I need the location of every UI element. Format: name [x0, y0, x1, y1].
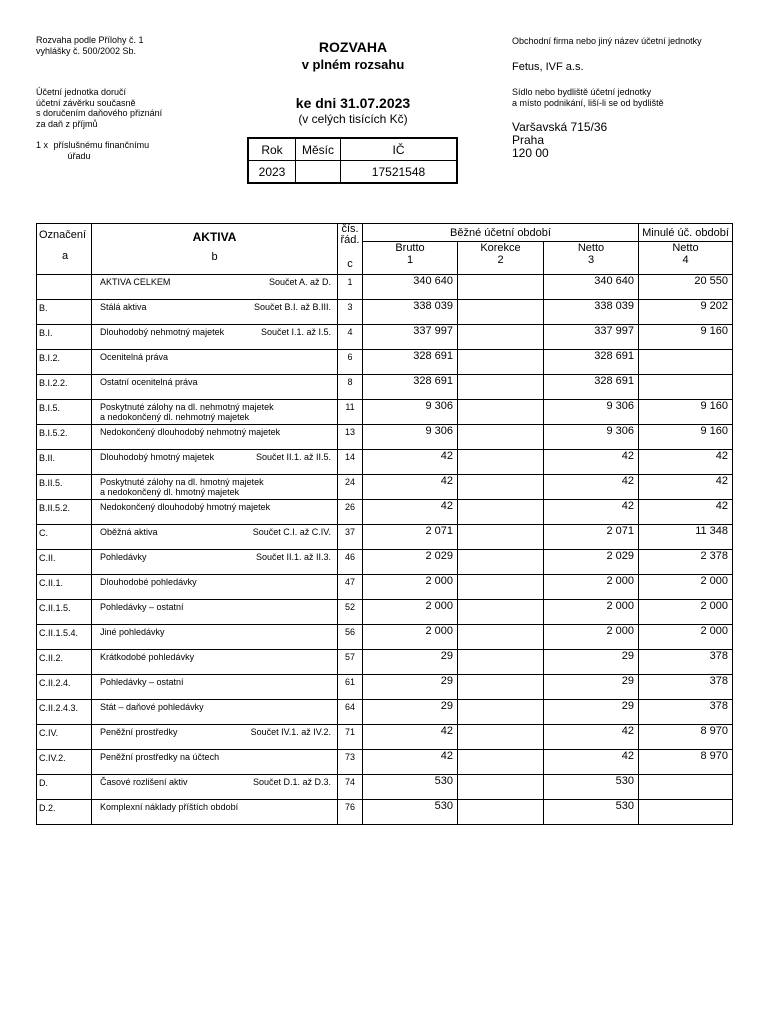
row-code: C.IV.: [37, 725, 92, 750]
address-city: Praha: [512, 133, 545, 147]
row-name: Komplexní náklady příštích období: [100, 802, 239, 812]
row-code: C.II.: [37, 550, 92, 575]
row-korekce: [458, 400, 544, 425]
row-sum-formula: Součet C.I. až C.IV.: [252, 527, 331, 537]
rok-value: 2023: [248, 161, 296, 184]
header-c: c: [347, 258, 353, 270]
row-korekce: [458, 350, 544, 375]
header-oznaceni-cell: [37, 224, 92, 275]
row-name-cell: [92, 400, 338, 425]
row-name-cell: [92, 525, 338, 550]
row-code: C.: [37, 525, 92, 550]
row-brutto: 337 997: [363, 325, 458, 350]
row-code: C.II.2.4.3.: [37, 700, 92, 725]
row-netto: 9 306: [544, 425, 639, 450]
table-row: [37, 750, 733, 775]
header-minule: Minulé úč. období: [639, 224, 733, 242]
row-name-cell: [92, 750, 338, 775]
row-line-number: 46: [338, 550, 363, 575]
row-netto-prev: 42: [639, 475, 733, 500]
row-name-cell: [92, 650, 338, 675]
row-brutto: 2 000: [363, 625, 458, 650]
table-row: [37, 475, 733, 500]
header-korekce-cell: [458, 242, 544, 275]
row-line-number: 11: [338, 400, 363, 425]
row-netto: 42: [544, 475, 639, 500]
row-name: Dlouhodobé pohledávky: [100, 577, 197, 587]
table-row: [37, 400, 733, 425]
row-name-cell: [92, 550, 338, 575]
table-row: [37, 725, 733, 750]
table-row: [37, 450, 733, 475]
row-sum-formula: Součet D.1. až D.3.: [252, 777, 331, 787]
header-oznaceni: Označení: [39, 228, 87, 241]
row-korekce: [458, 575, 544, 600]
delivery-note: [36, 87, 162, 129]
row-name-cell: [92, 500, 338, 525]
row-brutto: 42: [363, 725, 458, 750]
table-row: [37, 675, 733, 700]
row-name: Poskytnuté zálohy na dl. hmotný majetek: [100, 477, 264, 487]
row-line-number: 73: [338, 750, 363, 775]
row-brutto: 2 000: [363, 575, 458, 600]
row-name-cell: [92, 325, 338, 350]
table-row: [37, 625, 733, 650]
row-netto-prev: 2 000: [639, 575, 733, 600]
row-netto-prev: [639, 350, 733, 375]
row-code: B.I.5.: [37, 400, 92, 425]
row-name-cell: [92, 275, 338, 300]
row-line-number: 64: [338, 700, 363, 725]
table-row: [37, 550, 733, 575]
header-a: a: [61, 249, 69, 262]
copy-recipient-1: příslušnému finančnímu: [53, 140, 150, 150]
row-korekce: [458, 450, 544, 475]
header-aktiva-cell: [92, 224, 338, 275]
mesic-value: [296, 161, 341, 184]
row-code: B.II.5.2.: [37, 500, 92, 525]
row-netto-prev: 9 202: [639, 300, 733, 325]
row-brutto: 2 071: [363, 525, 458, 550]
row-korekce: [458, 600, 544, 625]
row-netto-prev: 378: [639, 700, 733, 725]
seat-label: [512, 87, 664, 108]
row-code: B.II.5.: [37, 475, 92, 500]
row-sum-formula: Součet B.I. až B.III.: [253, 302, 331, 312]
row-brutto: 42: [363, 500, 458, 525]
header-3: 3: [587, 254, 595, 266]
row-line-number: 61: [338, 675, 363, 700]
address-street: Varšavská 715/36: [512, 120, 608, 134]
row-code: B.I.: [37, 325, 92, 350]
units-note: (v celých tisících Kč): [298, 112, 408, 126]
header-cis-cell: [338, 224, 363, 275]
table-row: [37, 350, 733, 375]
row-netto-prev: 9 160: [639, 400, 733, 425]
row-brutto: 9 306: [363, 400, 458, 425]
header-aktiva: AKTIVA: [192, 229, 237, 244]
row-brutto: 328 691: [363, 375, 458, 400]
row-korekce: [458, 475, 544, 500]
header-rad: řád.: [340, 234, 360, 246]
law-line-2: vyhlášky č. 500/2002 Sb.: [36, 45, 137, 56]
row-code: B.: [37, 300, 92, 325]
row-brutto: 42: [363, 450, 458, 475]
row-brutto: 530: [363, 775, 458, 800]
header-4: 4: [682, 254, 689, 266]
row-name-cell: [92, 700, 338, 725]
rok-label: Rok: [248, 138, 296, 161]
row-korekce: [458, 750, 544, 775]
row-name-continued: a nedokončený dl. hmotný majetek: [100, 487, 240, 497]
row-name: Poskytnuté zálohy na dl. nehmotný majetek: [100, 402, 274, 412]
row-korekce: [458, 550, 544, 575]
table-row: [37, 800, 733, 825]
row-code: B.I.5.2.: [37, 425, 92, 450]
copy-count: 1 x: [36, 140, 49, 150]
row-code: C.II.2.4.: [37, 675, 92, 700]
row-sum-formula: Součet I.1. až I.5.: [260, 327, 331, 337]
row-name: Peněžní prostředky na účtech: [100, 752, 220, 762]
row-name: AKTIVA CELKEM: [100, 277, 171, 287]
row-netto-prev: [639, 775, 733, 800]
row-code: [37, 275, 92, 300]
row-name: Pohledávky – ostatní: [100, 602, 184, 612]
table-row: [37, 425, 733, 450]
row-line-number: 37: [338, 525, 363, 550]
copy-recipient-2: úřadu: [67, 150, 91, 161]
row-line-number: 76: [338, 800, 363, 825]
table-row: [37, 525, 733, 550]
delivery-note-line-1: Účetní jednotka doručí: [36, 87, 127, 97]
row-brutto: 328 691: [363, 350, 458, 375]
header-netto-cell: [544, 242, 639, 275]
row-line-number: 24: [338, 475, 363, 500]
row-brutto: 29: [363, 700, 458, 725]
row-netto-prev: 378: [639, 650, 733, 675]
row-netto: 29: [544, 675, 639, 700]
row-name: Jiné pohledávky: [100, 627, 165, 637]
row-korekce: [458, 725, 544, 750]
row-netto: 29: [544, 650, 639, 675]
row-name-continued: a nedokončený dl. nehmotný majetek: [100, 412, 250, 422]
row-korekce: [458, 650, 544, 675]
row-name: Pohledávky: [100, 552, 147, 562]
row-name-cell: [92, 300, 338, 325]
header-netto: Netto: [577, 242, 605, 254]
row-name: Stát – daňové pohledávky: [100, 702, 204, 712]
row-code: B.I.2.: [37, 350, 92, 375]
header-b: b: [211, 250, 218, 263]
firm-name: Fetus, IVF a.s.: [512, 61, 584, 73]
row-line-number: 52: [338, 600, 363, 625]
row-sum-formula: Součet II.1. až II.3.: [255, 552, 331, 562]
row-netto: 338 039: [544, 300, 639, 325]
table-row: [37, 775, 733, 800]
row-brutto: 340 640: [363, 275, 458, 300]
row-sum-formula: Součet II.1. až II.5.: [255, 452, 331, 462]
row-name: Stálá aktiva: [100, 302, 147, 312]
row-netto: 530: [544, 775, 639, 800]
row-korekce: [458, 800, 544, 825]
row-netto-prev: 11 348: [639, 525, 733, 550]
row-netto-prev: [639, 800, 733, 825]
row-name: Oběžná aktiva: [100, 527, 158, 537]
assets-table: [36, 223, 733, 825]
mesic-label: Měsíc: [296, 138, 341, 161]
row-name-cell: [92, 575, 338, 600]
ic-label: IČ: [341, 138, 458, 161]
row-code: D.: [37, 775, 92, 800]
firm-label: Obchodní firma nebo jiný název účetní jednotky: [512, 36, 702, 46]
delivery-note-line-3: s doručením daňového přiznání: [36, 108, 163, 118]
row-name-cell: [92, 625, 338, 650]
row-name: Nedokončený dlouhodobý hmotný majetek: [100, 502, 271, 512]
row-name-cell: [92, 800, 338, 825]
row-korekce: [458, 425, 544, 450]
header-brutto-cell: [363, 242, 458, 275]
seat-label-line-2: a místo podnikání, liší-li se od bydliště: [512, 97, 664, 108]
row-netto: 2 000: [544, 575, 639, 600]
table-row: [37, 325, 733, 350]
row-netto-prev: 2 378: [639, 550, 733, 575]
row-sum-formula: Součet IV.1. až IV.2.: [250, 727, 331, 737]
row-brutto: 9 306: [363, 425, 458, 450]
table-row: [37, 375, 733, 400]
table-row: [37, 575, 733, 600]
row-line-number: 47: [338, 575, 363, 600]
row-line-number: 1: [338, 275, 363, 300]
row-netto-prev: 8 970: [639, 725, 733, 750]
row-sum-formula: Součet A. až D.: [268, 277, 331, 287]
table-row: [37, 700, 733, 725]
row-korekce: [458, 300, 544, 325]
row-netto: 2 000: [544, 625, 639, 650]
row-netto-prev: 2 000: [639, 600, 733, 625]
row-name: Krátkodobé pohledávky: [100, 652, 195, 662]
row-name-cell: [92, 675, 338, 700]
row-name-cell: [92, 350, 338, 375]
row-brutto: 42: [363, 475, 458, 500]
header-brutto: Brutto: [395, 242, 425, 254]
row-line-number: 6: [338, 350, 363, 375]
row-name: Nedokončený dlouhodobý nehmotný majetek: [100, 427, 281, 437]
row-netto: 328 691: [544, 375, 639, 400]
row-line-number: 14: [338, 450, 363, 475]
row-name-cell: [92, 475, 338, 500]
law-line-1: Rozvaha podle Přílohy č. 1: [36, 35, 144, 45]
row-code: D.2.: [37, 800, 92, 825]
row-netto-prev: [639, 375, 733, 400]
row-name-cell: [92, 600, 338, 625]
row-line-number: 13: [338, 425, 363, 450]
row-code: C.II.2.: [37, 650, 92, 675]
row-code: B.I.2.2.: [37, 375, 92, 400]
delivery-note-line-4: za daň z příjmů: [36, 118, 98, 129]
row-line-number: 3: [338, 300, 363, 325]
address-zip: 120 00: [512, 146, 549, 160]
row-line-number: 74: [338, 775, 363, 800]
row-korekce: [458, 375, 544, 400]
header-korekce: Korekce: [480, 242, 521, 254]
law-reference: [36, 35, 144, 56]
table-row: [37, 650, 733, 675]
row-line-number: 56: [338, 625, 363, 650]
row-netto: 2 029: [544, 550, 639, 575]
row-netto-prev: 42: [639, 500, 733, 525]
document-subtitle: v plném rozsahu: [301, 57, 405, 72]
ic-value: 17521548: [341, 161, 458, 184]
row-line-number: 26: [338, 500, 363, 525]
address: [512, 121, 607, 160]
row-code: C.II.1.5.4.: [37, 625, 92, 650]
header-netto-prev-cell: [639, 242, 733, 275]
row-name-cell: [92, 375, 338, 400]
row-netto: 530: [544, 800, 639, 825]
row-name-cell: [92, 425, 338, 450]
row-name: Pohledávky – ostatní: [100, 677, 184, 687]
row-netto-prev: 2 000: [639, 625, 733, 650]
row-netto: 337 997: [544, 325, 639, 350]
header-cis: čís.: [341, 223, 359, 235]
row-korekce: [458, 525, 544, 550]
row-korekce: [458, 775, 544, 800]
row-name: Ocenitelná práva: [100, 352, 169, 362]
row-netto: 42: [544, 500, 639, 525]
row-korekce: [458, 700, 544, 725]
row-netto-prev: 9 160: [639, 425, 733, 450]
row-name: Dlouhodobý nehmotný majetek: [100, 327, 225, 337]
row-name: Časové rozlišení aktiv: [100, 777, 188, 787]
report-date: ke dni 31.07.2023: [295, 95, 411, 111]
row-line-number: 71: [338, 725, 363, 750]
row-netto: 42: [544, 725, 639, 750]
row-brutto: 2 029: [363, 550, 458, 575]
row-line-number: 8: [338, 375, 363, 400]
row-name: Dlouhodobý hmotný majetek: [100, 452, 215, 462]
delivery-note-line-2: účetní závěrku současně: [36, 97, 136, 108]
row-name-cell: [92, 450, 338, 475]
table-row: [37, 600, 733, 625]
row-brutto: 42: [363, 750, 458, 775]
row-netto-prev: 378: [639, 675, 733, 700]
header-bezne: Běžné účetní období: [363, 224, 639, 242]
row-code: C.II.1.: [37, 575, 92, 600]
row-name: Peněžní prostředky: [100, 727, 178, 737]
row-line-number: 4: [338, 325, 363, 350]
row-korekce: [458, 675, 544, 700]
row-name: Ostatní ocenitelná práva: [100, 377, 198, 387]
row-brutto: 338 039: [363, 300, 458, 325]
row-line-number: 57: [338, 650, 363, 675]
row-code: C.II.1.5.: [37, 600, 92, 625]
row-netto-prev: 9 160: [639, 325, 733, 350]
header-netto-prev: Netto: [672, 242, 699, 254]
row-name-cell: [92, 725, 338, 750]
header-1: 1: [406, 254, 414, 266]
row-netto-prev: 42: [639, 450, 733, 475]
row-korekce: [458, 275, 544, 300]
row-netto: 29: [544, 700, 639, 725]
seat-label-line-1: Sídlo nebo bydliště účetní jednotky: [512, 87, 652, 97]
row-brutto: 29: [363, 675, 458, 700]
row-netto: 42: [544, 750, 639, 775]
row-korekce: [458, 325, 544, 350]
row-code: C.IV.2.: [37, 750, 92, 775]
row-netto: 328 691: [544, 350, 639, 375]
row-code: B.II.: [37, 450, 92, 475]
header-2: 2: [497, 254, 504, 266]
row-korekce: [458, 500, 544, 525]
row-netto: 340 640: [544, 275, 639, 300]
row-brutto: 530: [363, 800, 458, 825]
row-netto: 42: [544, 450, 639, 475]
row-korekce: [458, 625, 544, 650]
table-row: [37, 300, 733, 325]
id-box: [247, 137, 458, 184]
row-name-cell: [92, 775, 338, 800]
row-netto-prev: 20 550: [639, 275, 733, 300]
row-brutto: 2 000: [363, 600, 458, 625]
row-netto: 9 306: [544, 400, 639, 425]
table-row: [37, 500, 733, 525]
table-row: [37, 275, 733, 300]
copy-note: [36, 140, 149, 161]
row-brutto: 29: [363, 650, 458, 675]
document-title: ROZVAHA: [318, 39, 388, 55]
row-netto: 2 071: [544, 525, 639, 550]
row-netto: 2 000: [544, 600, 639, 625]
row-netto-prev: 8 970: [639, 750, 733, 775]
